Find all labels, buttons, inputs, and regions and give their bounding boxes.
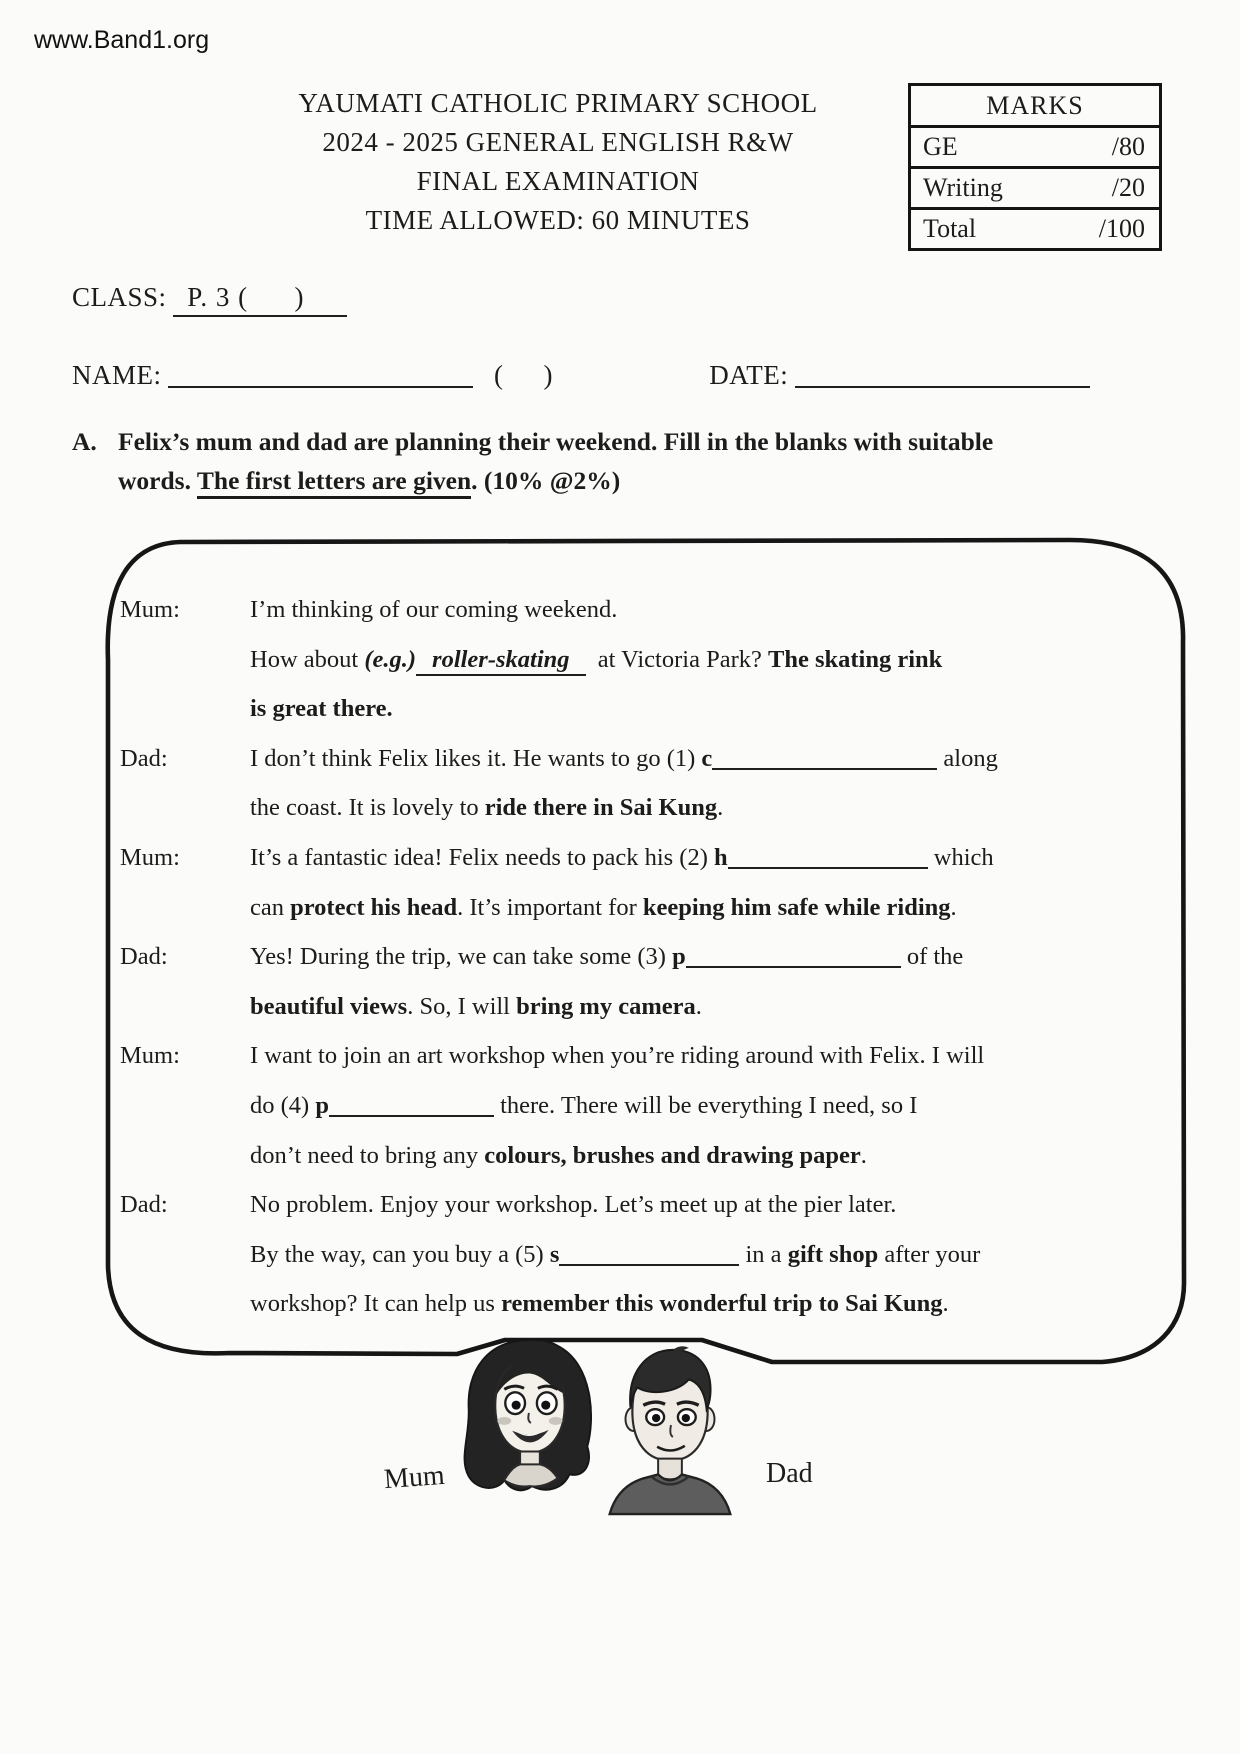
dialogue-segment: (e.g.) [364, 645, 417, 673]
name-label: NAME: [72, 360, 162, 390]
exam-term: 2024 - 2025 GENERAL ENGLISH R&W [322, 127, 794, 157]
dialogue-segment: The skating rink [767, 645, 943, 673]
dialogue-segment: can [250, 893, 291, 921]
exam-title: FINAL EXAMINATION [416, 166, 700, 196]
marks-row-label: Total [923, 214, 977, 243]
class-value: P. 3 ( ) [173, 282, 346, 317]
dialogue-lines [118, 596, 1123, 1340]
dialogue-segment: It’s a fantastic idea! Felix needs to pack his (2) [250, 843, 714, 871]
dialogue-segment: bring my camera [516, 992, 696, 1020]
dialogue-line [118, 794, 1123, 844]
dialogue-segment: is great there. [250, 695, 393, 723]
dialogue-segment: Yes! During the trip, we can take some (3) [250, 943, 673, 971]
dialogue-segment: . [695, 992, 702, 1020]
dialogue-segment: . It’s important for [457, 893, 643, 921]
marks-row-value: /100 [1098, 214, 1145, 243]
dialogue-text [250, 1191, 896, 1219]
class-label: CLASS: [72, 282, 167, 312]
section-a-instruction [72, 422, 1142, 500]
dialogue-segment: I’m thinking of our coming weekend. [250, 596, 618, 623]
dialogue-text [250, 646, 942, 674]
dialogue-segment: workshop? It can help us [250, 1290, 502, 1318]
dialogue-line [118, 596, 1123, 646]
section-a-text: Felix’s mum and dad are planning their weekend. Fill in the blanks with suitable words. The first letters are given. (10% @2%) [118, 422, 1142, 500]
school-name: YAUMATI CATHOLIC PRIMARY SCHOOL [298, 88, 818, 118]
fill-in-blank [686, 946, 901, 968]
mum-caption: Mum [382, 1459, 446, 1496]
dialogue-text [250, 894, 957, 922]
dialogue-text [250, 695, 393, 723]
name-blank-line [168, 362, 473, 388]
dialogue-line [118, 745, 1123, 795]
dialogue-line [118, 1290, 1123, 1340]
dialogue-segment: I want to join an art workshop when you’re riding around with Felix. I will [250, 1042, 985, 1070]
dialogue-segment: protect his head [290, 893, 458, 921]
dialogue-segment: . [860, 1141, 867, 1169]
dialogue-line [118, 894, 1123, 944]
marks-row-label: GE [923, 132, 958, 161]
dialogue-segment: . [717, 794, 724, 822]
marks-table-rows [911, 128, 1159, 248]
speaker-label: Dad: [120, 1191, 168, 1219]
speaker-label: Dad: [120, 744, 168, 772]
dad-portrait-illustration [585, 1338, 755, 1516]
marks-table [908, 83, 1162, 251]
dialogue-segment: roller-skating [416, 646, 586, 676]
dialogue-line [118, 646, 1123, 696]
dialogue-line [118, 993, 1123, 1043]
time-allowed: TIME ALLOWED: 60 MINUTES [365, 205, 751, 235]
exam-header [233, 84, 883, 240]
dialogue-segment: h [714, 843, 728, 871]
dialogue-segment: No problem. Enjoy your workshop. Let’s meet up at the pier later. [250, 1191, 897, 1219]
dialogue-line [118, 1191, 1123, 1241]
section-a-number: A. [72, 427, 97, 456]
date-blank-line [795, 362, 1090, 388]
dialogue-segment: after your [878, 1240, 981, 1268]
mum-portrait-illustration [452, 1336, 602, 1494]
marks-row [911, 128, 1159, 169]
dialogue-segment: By the way, can you buy a (5) [250, 1240, 550, 1268]
dialogue-segment: along [937, 744, 998, 772]
marks-row [911, 169, 1159, 210]
speaker-label: Mum: [120, 843, 180, 871]
dialogue-segment: c [701, 744, 713, 772]
marks-row-value: /20 [1111, 173, 1145, 202]
dialogue-segment: How about [250, 645, 365, 673]
fill-in-blank [329, 1095, 494, 1117]
dialogue-text [250, 1142, 867, 1170]
marks-row-label: Writing [923, 173, 1003, 202]
dialogue-segment: ride there in Sai Kung [484, 794, 718, 822]
dialogue-line [118, 1092, 1123, 1142]
dialogue-segment: s [549, 1240, 560, 1268]
underlined-instruction: The first letters are given [197, 466, 471, 499]
dialogue-text [250, 943, 963, 971]
marks-table-title: MARKS [911, 86, 1159, 128]
class-number-brackets: ( ) [494, 360, 553, 390]
dialogue-text [250, 745, 998, 773]
dad-caption: Dad [766, 1458, 813, 1489]
marks-row [911, 210, 1159, 248]
class-row [72, 282, 347, 317]
dialogue-segment: p [315, 1091, 329, 1119]
watermark-url: www.Band1.org [34, 26, 210, 54]
marks-row-value: /80 [1111, 132, 1145, 161]
dialogue-text [250, 596, 617, 624]
dialogue-segment: remember this wonderful trip to Sai Kung [501, 1290, 943, 1318]
dialogue-segment: don’t need to bring any [250, 1141, 485, 1169]
dialogue-segment: in a [739, 1240, 788, 1268]
fill-in-blank [712, 748, 937, 770]
dialogue-text [250, 1042, 984, 1070]
dialogue-text [250, 1290, 949, 1318]
dialogue-line [118, 1241, 1123, 1291]
dialogue-segment: . [942, 1290, 949, 1318]
dialogue-segment: keeping him safe while riding [642, 893, 951, 921]
date-label: DATE: [709, 360, 789, 390]
dialogue-segment: do (4) [250, 1091, 316, 1119]
dialogue-segment: p [672, 943, 686, 971]
dialogue-text [250, 1092, 917, 1120]
dialogue-segment: which [927, 843, 994, 871]
dialogue-line [118, 943, 1123, 993]
dialogue-text [250, 993, 702, 1021]
dialogue-text [250, 844, 994, 872]
dialogue-segment: the coast. It is lovely to [250, 794, 485, 822]
dialogue-segment: I don’t think Felix likes it. He wants to go (1) [250, 744, 702, 772]
dialogue-line [118, 1142, 1123, 1192]
dialogue-segment: gift shop [787, 1240, 879, 1268]
dialogue-text [250, 794, 723, 822]
dialogue-segment: colours, brushes and drawing paper [484, 1141, 861, 1169]
dialogue-line [118, 695, 1123, 745]
dialogue-line [118, 844, 1123, 894]
dialogue-segment: beautiful views [250, 992, 408, 1020]
dialogue-line [118, 1042, 1123, 1092]
dialogue-segment: there. There will be everything I need, so I [493, 1091, 918, 1119]
fill-in-blank [728, 847, 928, 869]
dialogue-segment: of the [900, 943, 964, 971]
dialogue-segment: at Victoria Park? [585, 645, 768, 673]
dialogue-segment: . [950, 893, 957, 921]
dialogue-segment: . So, I will [407, 992, 517, 1020]
fill-in-blank [559, 1244, 739, 1266]
speaker-label: Mum: [120, 596, 180, 623]
name-date-row [72, 360, 1172, 391]
dialogue-text [250, 1241, 980, 1269]
speaker-label: Dad: [120, 943, 168, 971]
speaker-label: Mum: [120, 1042, 180, 1070]
